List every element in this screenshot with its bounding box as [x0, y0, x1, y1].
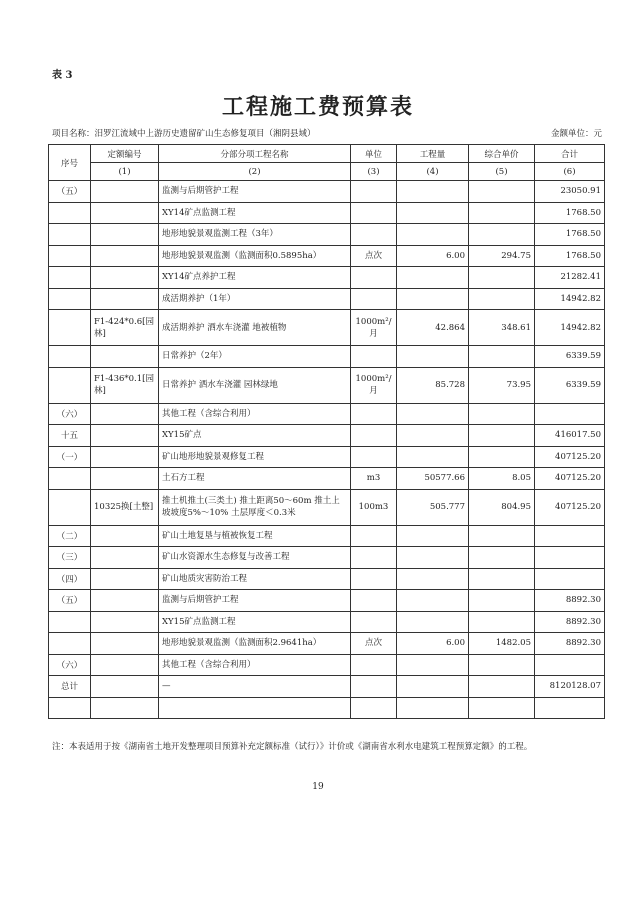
table-row: [49, 654, 605, 676]
row-name: 地形地貌景观监测工程（3年）: [159, 224, 351, 246]
row-name: 地形地貌景观监测（监测面积2.9641ha）: [159, 633, 351, 655]
row-unit: [351, 288, 397, 310]
row-total: 14942.82: [535, 310, 605, 346]
table-row: [49, 525, 605, 547]
row-total: 8892.30: [535, 590, 605, 612]
row-code: [91, 568, 159, 590]
row-unit: [351, 697, 397, 719]
table-tag: 表 3: [52, 70, 73, 81]
row-seq: （六）: [49, 654, 91, 676]
row-total: 407125.20: [535, 489, 605, 525]
row-price: 8.05: [469, 468, 535, 490]
row-code: [91, 346, 159, 368]
row-seq: （六）: [49, 403, 91, 425]
row-name: 地形地貌景观监测（监测面积0.5895ha）: [159, 245, 351, 267]
row-seq: [49, 224, 91, 246]
table-row: [49, 676, 605, 698]
row-qty: [397, 525, 469, 547]
row-name: 矿山土地复垦与植被恢复工程: [159, 525, 351, 547]
row-price: [469, 446, 535, 468]
row-name: XY14矿点监测工程: [159, 202, 351, 224]
row-seq: [49, 468, 91, 490]
row-seq: [49, 310, 91, 346]
page-title: 工程施工费预算表: [221, 94, 414, 120]
row-code: [91, 446, 159, 468]
row-total: [535, 403, 605, 425]
row-name: 土石方工程: [159, 468, 351, 490]
row-total: 1768.50: [535, 224, 605, 246]
row-code: [91, 468, 159, 490]
row-unit: [351, 446, 397, 468]
row-total: 407125.20: [535, 446, 605, 468]
row-qty: [397, 547, 469, 569]
row-total: [535, 547, 605, 569]
row-total: 8120128.07: [535, 676, 605, 698]
row-qty: [397, 568, 469, 590]
row-name: XY15矿点: [159, 425, 351, 447]
row-total: [535, 697, 605, 719]
row-unit: [351, 676, 397, 698]
table-row: [49, 310, 605, 346]
row-price: 804.95: [469, 489, 535, 525]
row-unit: 点次: [351, 245, 397, 267]
header-unit: 单位: [351, 145, 397, 163]
row-qty: [397, 202, 469, 224]
header-qty: 工程量: [397, 145, 469, 163]
row-name: 成活期养护（1年）: [159, 288, 351, 310]
row-total: [535, 568, 605, 590]
row-name: 监测与后期管护工程: [159, 590, 351, 612]
row-code: [91, 633, 159, 655]
row-seq: [49, 489, 91, 525]
row-name: 日常养护（2年）: [159, 346, 351, 368]
row-qty: [397, 676, 469, 698]
row-code: [91, 288, 159, 310]
row-seq: [49, 288, 91, 310]
row-seq: 十五: [49, 425, 91, 447]
row-unit: [351, 568, 397, 590]
row-unit: [351, 525, 397, 547]
row-code: [91, 611, 159, 633]
row-qty: [397, 654, 469, 676]
row-unit: [351, 202, 397, 224]
budget-table: [48, 144, 605, 719]
row-unit: [351, 181, 397, 203]
row-unit: 点次: [351, 633, 397, 655]
row-qty: 50577.66: [397, 468, 469, 490]
row-total: [535, 525, 605, 547]
row-total: 1768.50: [535, 245, 605, 267]
header-col-num: (5): [469, 163, 535, 181]
row-price: [469, 224, 535, 246]
row-qty: 505.777: [397, 489, 469, 525]
row-unit: [351, 403, 397, 425]
row-price: [469, 654, 535, 676]
footnote: 注：本表适用于按《湖南省土地开发整理项目预算补充定额标准（试行）》计价或《湖南省水利水电建筑工程预算定额》的工程。: [52, 742, 533, 752]
row-seq: [49, 267, 91, 289]
row-price: [469, 611, 535, 633]
row-unit: [351, 267, 397, 289]
row-qty: [397, 267, 469, 289]
table-row: [49, 446, 605, 468]
row-unit: 1000m²/月: [351, 367, 397, 403]
row-code: [91, 224, 159, 246]
row-code: [91, 697, 159, 719]
table-row: [49, 202, 605, 224]
table-row: [49, 224, 605, 246]
header-col-num: (6): [535, 163, 605, 181]
row-seq: [49, 611, 91, 633]
row-name: XY14矿点养护工程: [159, 267, 351, 289]
row-qty: [397, 224, 469, 246]
row-seq: [49, 633, 91, 655]
header-col-num: (2): [159, 163, 351, 181]
table-row: [49, 697, 605, 719]
row-unit: 1000m²/月: [351, 310, 397, 346]
row-total: 416017.50: [535, 425, 605, 447]
table-row: [49, 403, 605, 425]
row-unit: [351, 425, 397, 447]
header-col-num: (1): [91, 163, 159, 181]
row-price: [469, 346, 535, 368]
row-unit: [351, 590, 397, 612]
row-name: 矿山水资源水生态修复与改善工程: [159, 547, 351, 569]
row-name: [159, 697, 351, 719]
row-qty: [397, 181, 469, 203]
row-total: 6339.59: [535, 346, 605, 368]
row-price: [469, 697, 535, 719]
table-row: [49, 633, 605, 655]
row-price: [469, 676, 535, 698]
row-qty: [397, 346, 469, 368]
header-col-num: (4): [397, 163, 469, 181]
row-qty: 6.00: [397, 633, 469, 655]
row-name: 矿山地质灾害防治工程: [159, 568, 351, 590]
row-price: [469, 267, 535, 289]
row-code: [91, 547, 159, 569]
row-total: 21282.41: [535, 267, 605, 289]
row-code: [91, 654, 159, 676]
row-code: [91, 181, 159, 203]
row-qty: 85.728: [397, 367, 469, 403]
row-code: F1-424*0.6[园林]: [91, 310, 159, 346]
table-row: [49, 611, 605, 633]
row-name: 成活期养护 洒水车浇灌 地被植物: [159, 310, 351, 346]
row-qty: [397, 425, 469, 447]
row-qty: [397, 590, 469, 612]
table-row: [49, 346, 605, 368]
row-total: 14942.82: [535, 288, 605, 310]
row-qty: 6.00: [397, 245, 469, 267]
row-code: F1-436*0.1[园林]: [91, 367, 159, 403]
row-price: [469, 525, 535, 547]
row-seq: （四）: [49, 568, 91, 590]
row-price: 1482.05: [469, 633, 535, 655]
table-row: [49, 468, 605, 490]
row-qty: [397, 288, 469, 310]
row-total: 8892.30: [535, 633, 605, 655]
row-code: [91, 525, 159, 547]
table-meta: [52, 127, 602, 139]
row-seq: （一）: [49, 446, 91, 468]
row-price: [469, 403, 535, 425]
row-name: XY15矿点监测工程: [159, 611, 351, 633]
row-seq: [49, 346, 91, 368]
table-row: [49, 568, 605, 590]
row-unit: [351, 611, 397, 633]
row-total: 407125.20: [535, 468, 605, 490]
row-total: 6339.59: [535, 367, 605, 403]
header-total: 合计: [535, 145, 605, 163]
project-name: 项目名称：汨罗江流域中上游历史遗留矿山生态修复项目（湘阴县域）: [52, 129, 316, 139]
row-code: [91, 245, 159, 267]
table-row: [49, 267, 605, 289]
amount-unit: 金额单位：元: [550, 129, 602, 139]
row-qty: [397, 611, 469, 633]
row-code: [91, 676, 159, 698]
row-price: [469, 288, 535, 310]
row-price: [469, 181, 535, 203]
row-price: [469, 425, 535, 447]
row-qty: [397, 403, 469, 425]
row-price: 294.75: [469, 245, 535, 267]
row-name: 矿山地形地貌景观修复工程: [159, 446, 351, 468]
header-code: 定额编号: [91, 145, 159, 163]
row-seq: （五）: [49, 181, 91, 203]
row-qty: [397, 446, 469, 468]
row-code: 10325换[土整]: [91, 489, 159, 525]
row-seq: （五）: [49, 590, 91, 612]
page-number: 19: [312, 782, 324, 792]
row-name: 监测与后期管护工程: [159, 181, 351, 203]
row-name: 推土机推土(三类土) 推土距离50～60m 推土上坡坡度5%～10% 土层厚度＜0.3米: [159, 489, 351, 525]
row-code: [91, 590, 159, 612]
row-code: [91, 267, 159, 289]
row-qty: [397, 697, 469, 719]
table-row: [49, 288, 605, 310]
header-seq: 序号: [49, 145, 91, 181]
row-unit: [351, 654, 397, 676]
row-name: 日常养护 洒水车浇灌 园林绿地: [159, 367, 351, 403]
row-unit: [351, 547, 397, 569]
row-seq: [49, 697, 91, 719]
row-code: [91, 425, 159, 447]
row-unit: [351, 346, 397, 368]
header-price: 综合单价: [469, 145, 535, 163]
row-name: 其他工程（含综合利用）: [159, 403, 351, 425]
table-row: [49, 425, 605, 447]
header-name: 分部分项工程名称: [159, 145, 351, 163]
row-seq: [49, 367, 91, 403]
table-row: [49, 590, 605, 612]
row-unit: [351, 224, 397, 246]
row-price: 73.95: [469, 367, 535, 403]
row-name: —: [159, 676, 351, 698]
row-total: [535, 654, 605, 676]
table-row: [49, 489, 605, 525]
row-qty: 42.864: [397, 310, 469, 346]
row-unit: 100m3: [351, 489, 397, 525]
row-code: [91, 202, 159, 224]
row-price: [469, 202, 535, 224]
row-seq: [49, 202, 91, 224]
row-seq: （三）: [49, 547, 91, 569]
row-price: [469, 590, 535, 612]
row-price: 348.61: [469, 310, 535, 346]
row-name: 其他工程（含综合利用）: [159, 654, 351, 676]
row-code: [91, 403, 159, 425]
table-row: [49, 547, 605, 569]
row-unit: m3: [351, 468, 397, 490]
row-total: 23050.91: [535, 181, 605, 203]
header-col-num: (3): [351, 163, 397, 181]
table-row: [49, 181, 605, 203]
row-total: 8892.30: [535, 611, 605, 633]
row-seq: [49, 245, 91, 267]
table-row: [49, 367, 605, 403]
row-price: [469, 547, 535, 569]
row-price: [469, 568, 535, 590]
row-seq: 总计: [49, 676, 91, 698]
row-seq: （二）: [49, 525, 91, 547]
table-row: [49, 245, 605, 267]
row-total: 1768.50: [535, 202, 605, 224]
